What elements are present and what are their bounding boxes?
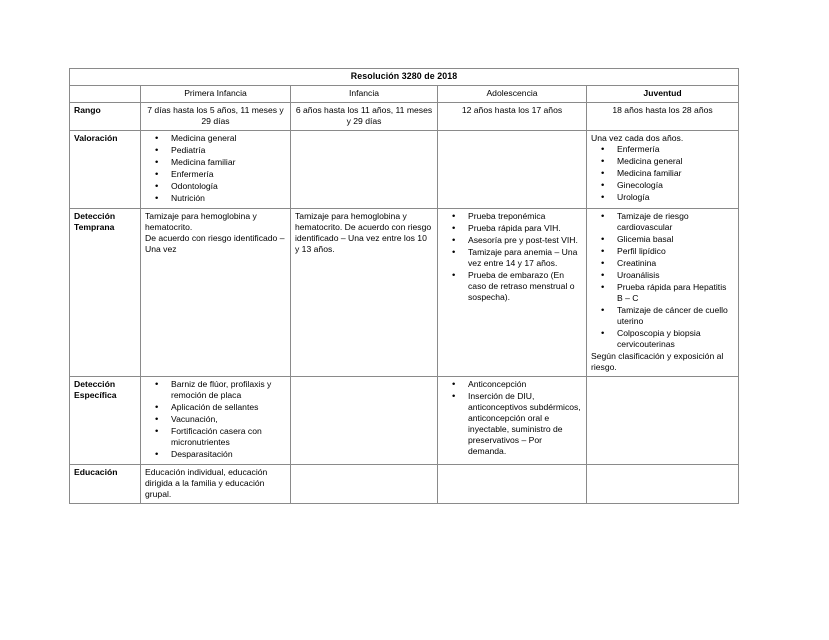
table-row (70, 103, 739, 131)
table-row (70, 209, 739, 377)
cell-content (442, 105, 582, 116)
cell-lead-line: 6 años hasta los 11 años, 11 meses y 29 días (295, 105, 433, 127)
cell-rango-infancia (291, 103, 438, 131)
cell-deteccion-especifica-adolescencia (438, 377, 587, 465)
cell-content (145, 133, 286, 204)
cell-content (442, 379, 582, 457)
cell-bullet-item: • Medicina general (617, 156, 734, 167)
cell-lead-line: Tamizaje para hemoglobina y hematocrito. (145, 211, 257, 233)
cell-deteccion-temprana-adolescencia (438, 209, 587, 377)
cell-bullet-item: • Aplicación de sellantes (171, 402, 286, 413)
cell-bullet-item: • Medicina general (171, 133, 286, 144)
cell-valoracion-adolescencia (438, 131, 587, 209)
table-title: Resolución 3280 de 2018 (70, 69, 739, 86)
cell-deteccion-temprana-juventud (587, 209, 739, 377)
cell-bullet-item: • Prueba de embarazo (En caso de retraso menstrual o sospecha). (468, 270, 582, 303)
cell-bullet-item: • Vacunación, (171, 414, 286, 425)
cell-content (591, 133, 734, 203)
cell-deteccion-temprana-infancia (291, 209, 438, 377)
cell-educacion-adolescencia (438, 465, 587, 504)
row-label-valoracion: Valoración (70, 131, 141, 209)
cell-bullet-item: • Tamizaje para anemia – Una vez entre 14 y 17 años. (468, 247, 582, 269)
cell-rango-primera-infancia (141, 103, 291, 131)
cell-bullet-item: • Pediatría (171, 145, 286, 156)
cell-lead-line: Tamizaje para hemoglobina y hematocrito. De acuerdo con riesgo identificado – Una vez entre los 10 y 13 años. (295, 211, 432, 255)
cell-bullet-list (442, 379, 582, 457)
cell-bullet-item: • Inserción de DIU, anticonceptivos subdérmicos, anticoncepción oral e inyectable, suministro de preservativos – Por demanda. (468, 391, 582, 457)
cell-tail-note: Según clasificación y exposición al riesgo. (591, 351, 724, 373)
cell-valoracion-primera-infancia (141, 131, 291, 209)
cell-content (145, 467, 286, 500)
cell-content (295, 105, 433, 127)
cell-bullet-item: • Enfermería (171, 169, 286, 180)
cell-bullet-item: • Medicina familiar (617, 168, 734, 179)
column-header-row (70, 86, 739, 103)
cell-content (145, 379, 286, 460)
cell-bullet-item: • Creatinina (617, 258, 734, 269)
table-row (70, 465, 739, 504)
cell-bullet-list (591, 211, 734, 350)
cell-bullet-item: • Glicemia basal (617, 234, 734, 245)
cell-deteccion-especifica-juventud (587, 377, 739, 465)
cell-bullet-item: • Medicina familiar (171, 157, 286, 168)
cell-lead-line: Una vez cada dos años. (591, 133, 684, 144)
row-label-deteccion-temprana: Detección Temprana (70, 209, 141, 377)
cell-content (145, 211, 286, 255)
cell-bullet-item: • Fortificación casera con micronutrientes (171, 426, 286, 448)
cell-bullet-item: • Prueba treponémica (468, 211, 582, 222)
cell-valoracion-juventud (587, 131, 739, 209)
cell-bullet-list (442, 211, 582, 303)
row-label-rango: Rango (70, 103, 141, 131)
cell-bullet-list (591, 144, 734, 203)
cell-bullet-item: • Asesoría pre y post-test VIH. (468, 235, 582, 246)
column-header-adolescencia: Adolescencia (438, 86, 587, 103)
cell-content (591, 211, 734, 373)
resolution-table-container (69, 68, 738, 504)
cell-bullet-item: • Anticoncepción (468, 379, 582, 390)
cell-bullet-list (145, 133, 286, 204)
cell-content (295, 211, 433, 255)
cell-educacion-juventud (587, 465, 739, 504)
row-label-educacion: Educación (70, 465, 141, 504)
cell-bullet-item: • Tamizaje de cáncer de cuello uterino (617, 305, 734, 327)
cell-lead-line: De acuerdo con riesgo identificado – Una vez (145, 233, 285, 255)
table-title-row (70, 69, 739, 86)
cell-bullet-item: • Barniz de flúor, profilaxis y remoción de placa (171, 379, 286, 401)
cell-lead-line: 12 años hasta los 17 años (461, 105, 563, 116)
cell-bullet-item: • Prueba rápida para VIH. (468, 223, 582, 234)
resolution-table (69, 68, 739, 504)
cell-lead-line: Educación individual, educación dirigida a la familia y educación grupal. (145, 467, 268, 500)
cell-content (442, 211, 582, 303)
table-row (70, 131, 739, 209)
cell-bullet-item: • Desparasitación (171, 449, 286, 460)
cell-deteccion-especifica-primera-infancia (141, 377, 291, 465)
cell-bullet-item: • Ginecología (617, 180, 734, 191)
cell-deteccion-especifica-infancia (291, 377, 438, 465)
cell-bullet-list (145, 379, 286, 460)
cell-bullet-item: • Perfil lipídico (617, 246, 734, 257)
cell-content (591, 105, 734, 116)
column-header-infancia: Infancia (291, 86, 438, 103)
cell-rango-juventud (587, 103, 739, 131)
table-row (70, 377, 739, 465)
cell-bullet-item: • Tamizaje de riesgo cardiovascular (617, 211, 734, 233)
cell-rango-adolescencia (438, 103, 587, 131)
cell-bullet-item: • Nutrición (171, 193, 286, 204)
cell-bullet-item: • Colposcopia y biopsia cervicouterinas (617, 328, 734, 350)
cell-content (145, 105, 286, 127)
cell-bullet-item: • Enfermería (617, 144, 734, 155)
cell-bullet-item: • Odontología (171, 181, 286, 192)
cell-bullet-item: • Prueba rápida para Hepatitis B – C (617, 282, 734, 304)
cell-valoracion-infancia (291, 131, 438, 209)
column-header-primera-infancia: Primera Infancia (141, 86, 291, 103)
cell-educacion-primera-infancia (141, 465, 291, 504)
cell-bullet-item: • Urología (617, 192, 734, 203)
cell-educacion-infancia (291, 465, 438, 504)
row-label-deteccion-especifica: Detección Específica (70, 377, 141, 465)
cell-lead-line: 7 días hasta los 5 años, 11 meses y 29 días (147, 105, 284, 127)
column-header-juventud: Juventud (587, 86, 739, 103)
cell-lead-line: 18 años hasta los 28 años (612, 105, 713, 116)
header-corner-cell (70, 86, 141, 103)
table-body (70, 69, 739, 504)
cell-deteccion-temprana-primera-infancia (141, 209, 291, 377)
cell-bullet-item: • Uroanálisis (617, 270, 734, 281)
